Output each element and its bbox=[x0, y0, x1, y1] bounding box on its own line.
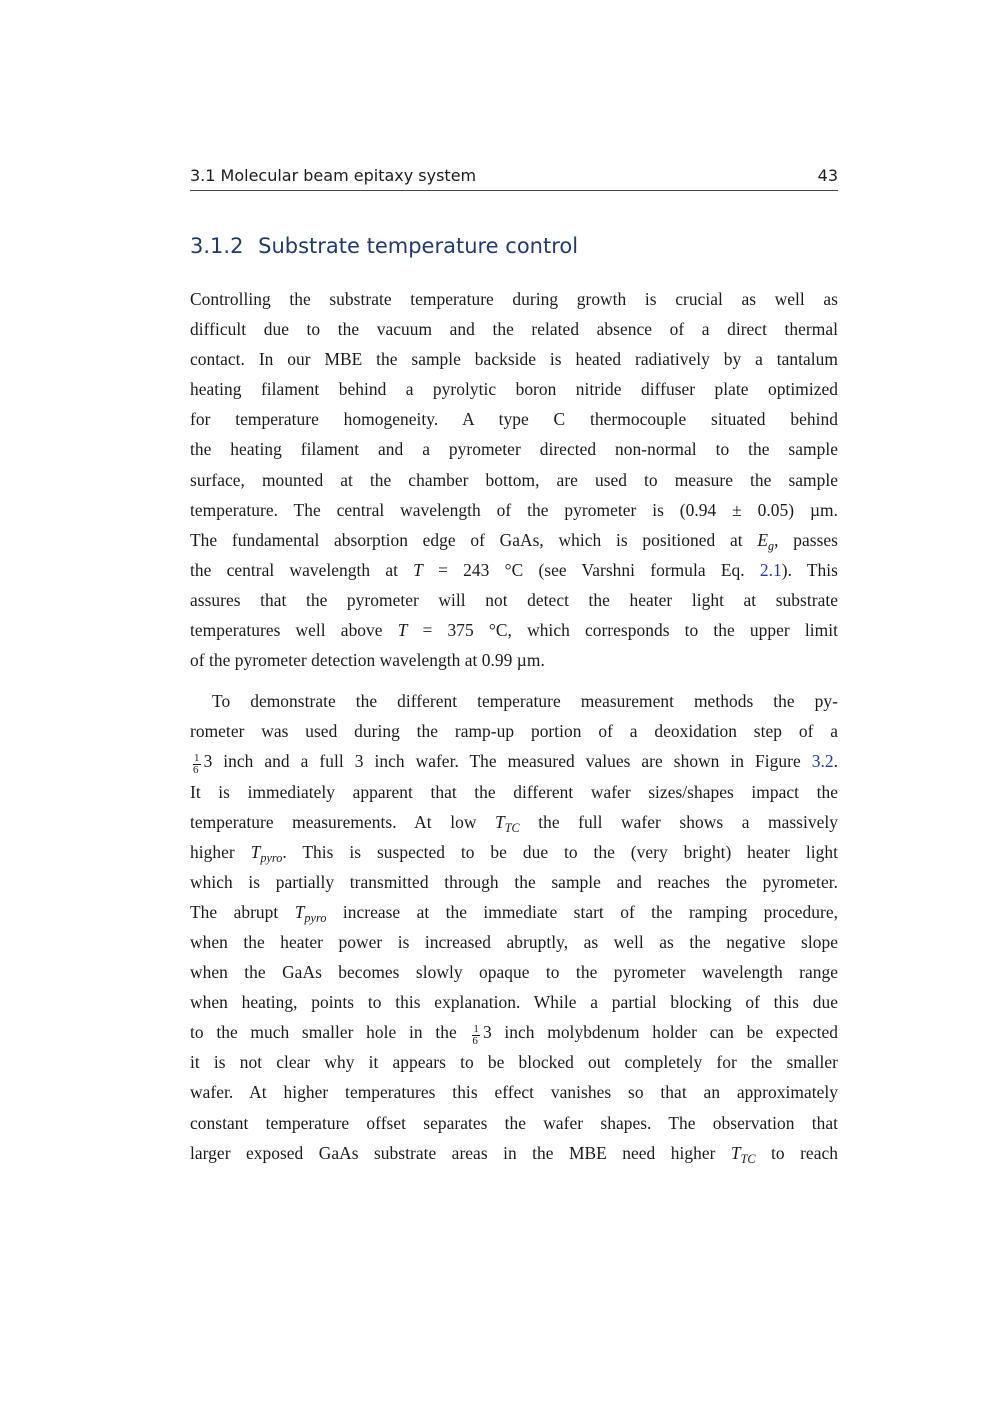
text-line: larger exposed GaAs substrate areas in the MBE need higher $T_{TC}$ to reach bbox=[190, 1142, 838, 1166]
text-line: temperature measurements. At low $T_{TC}$ the full wafer shows a massively bbox=[190, 811, 839, 835]
paragraph-2 bbox=[190, 686, 838, 1168]
text-line: contact. In our MBE the sample backside is heated radiatively by a tantalum bbox=[190, 349, 838, 370]
text-line: heating filament behind a pyrolytic boron nitride diffuser plate optimized bbox=[190, 379, 838, 400]
body-text bbox=[190, 284, 838, 1168]
text-line: The fundamental absorption edge of GaAs, which is positioned at $E_g$, passes bbox=[190, 529, 838, 553]
text-line: for temperature homogeneity. A type C thermocouple situated behind bbox=[190, 409, 838, 430]
text-line: temperature. The central wavelength of the pyrometer is (0.94 ± 0.05) µm. bbox=[190, 499, 838, 520]
text-line: when heating, points to this explanation. While a partial blocking of this due bbox=[190, 992, 838, 1013]
section-title bbox=[190, 234, 578, 258]
text-line: temperatures well above T = 375 °C, which corresponds to the upper limit bbox=[190, 620, 839, 641]
text-line: wafer. At higher temperatures this effect vanishes so that an approximately bbox=[190, 1082, 838, 1103]
text-line: of the pyrometer detection wavelength at 0.99 µm. bbox=[190, 650, 545, 671]
text-line: difficult due to the vacuum and the related absence of a direct thermal bbox=[190, 319, 838, 340]
text-line: To demonstrate the different temperature measurement methods the py- bbox=[212, 691, 838, 712]
equation-ref-link[interactable]: 2.1 bbox=[759, 559, 782, 580]
paragraph-1 bbox=[190, 284, 838, 675]
text-line: surface, mounted at the chamber bottom, are used to measure the sample bbox=[190, 469, 838, 490]
fraction: $\frac{1}{6}$ bbox=[193, 752, 200, 777]
fraction: $\frac{1}{6}$ bbox=[472, 1023, 479, 1048]
figure-ref-link[interactable]: 3.2 bbox=[811, 751, 834, 772]
text-line: when the GaAs becomes slowly opaque to the pyrometer wavelength range bbox=[190, 962, 838, 983]
text-line: It is immediately apparent that the different wafer sizes/shapes impact the bbox=[190, 781, 838, 802]
text-line: rometer was used during the ramp-up portion of a deoxidation step of a bbox=[190, 721, 838, 742]
text-line: Controlling the substrate temperature during growth is crucial as well as bbox=[190, 289, 838, 309]
section-title-text: Substrate temperature control bbox=[258, 234, 579, 258]
text-line: assures that the pyrometer will not detect the heater light at substrate bbox=[190, 589, 838, 610]
section-number: 3.1.2 bbox=[190, 234, 244, 258]
text-line: when the heater power is increased abruptly, as well as the negative slope bbox=[190, 931, 838, 952]
header-section-title: 3.1 Molecular beam epitaxy system bbox=[190, 166, 477, 185]
text-line: to the much smaller hole in the $\frac{1}{6}$ 3 inch molybdenum holder can be expected bbox=[190, 1022, 839, 1048]
text-line: higher $T_{pyro}$. This is suspected to be due to the (very bright) heater light bbox=[190, 841, 838, 865]
running-header bbox=[190, 166, 838, 191]
text-line: The abrupt $T_{pyro}$ increase at the immediate start of the ramping procedure, bbox=[190, 901, 838, 925]
text-line: the heating filament and a pyrometer directed non-normal to the sample bbox=[190, 439, 838, 460]
text-line: the central wavelength at T = 243 °C (see Varshni formula Eq. 2.1). This bbox=[190, 559, 838, 580]
text-line: which is partially transmitted through the sample and reaches the pyrometer. bbox=[190, 871, 838, 892]
text-line: constant temperature offset separates the wafer shapes. The observation that bbox=[190, 1112, 838, 1133]
text-line: $\frac{1}{6}$ 3 inch and a full 3 inch wafer. The measured values are shown in Figure 3.2. bbox=[193, 751, 838, 777]
page-number: 43 bbox=[817, 166, 838, 185]
text-line: it is not clear why it appears to be blocked out completely for the smaller bbox=[190, 1052, 838, 1073]
